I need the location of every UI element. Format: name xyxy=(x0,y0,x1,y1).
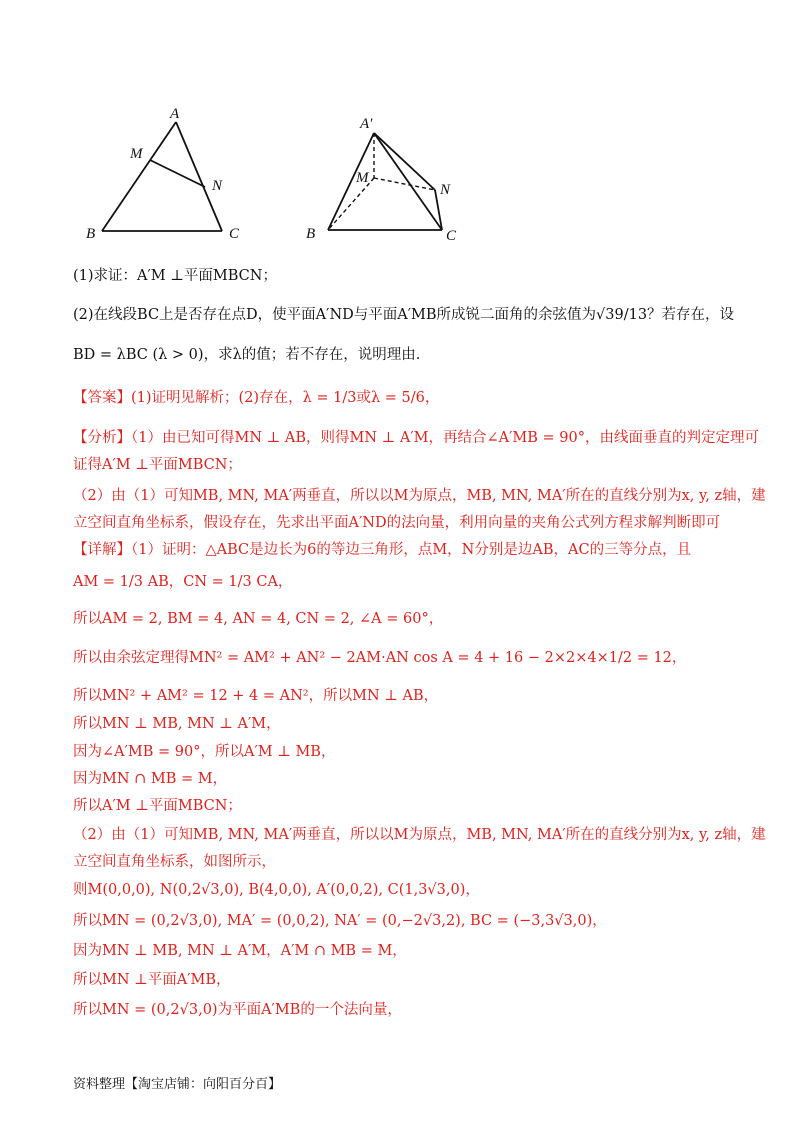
edge-m-n xyxy=(374,178,435,190)
label-m: M xyxy=(130,146,143,162)
detail-line-3: 所以AM = 2, BM = 4, AN = 4, CN = 2, ∠A = 60°， xyxy=(73,611,444,627)
detail-line-7: 因为∠A′MB = 90°，所以A′M ⊥ MB， xyxy=(73,744,336,760)
label-c: C xyxy=(229,226,240,242)
answer: 【答案】(1)证明见解析；(2)存在，λ = 1/3或λ = 5/6， xyxy=(73,390,440,406)
detail-line-15: 所以MN ⊥平面A′MB， xyxy=(73,972,231,988)
analysis-line-2: 证得A′M ⊥平面MBCN； xyxy=(73,457,242,473)
detail-line-2: AM = 1/3 AB，CN = 1/3 CA， xyxy=(73,574,293,590)
label-c: C xyxy=(446,228,457,244)
edge-ab xyxy=(102,122,176,231)
analysis-line-1: 【分析】（1）由已知可得MN ⊥ AB，则得MN ⊥ A′M，再结合∠A′MB = 90°，由线面垂直的判定定理可 xyxy=(73,430,759,446)
detail-line-13: 所以MN = (0,2√3,0), MA′ = (0,0,2), NA′ = (0,−2√3,2), BC = (−3,3√3,0)， xyxy=(73,913,607,929)
figure-pyramid xyxy=(300,108,470,248)
detail-line-4: 所以由余弦定理得MN² = AM² + AN² − 2AM·AN cos A = 4 + 16 − 2×2×4×1/2 = 12， xyxy=(73,650,687,666)
edge-mn xyxy=(150,160,205,187)
label-n: N xyxy=(440,182,451,198)
label-a-prime: A′ xyxy=(360,116,373,132)
figure-triangle xyxy=(80,100,250,245)
label-n: N xyxy=(212,178,223,194)
question-2-line-2: BD = λBC (λ > 0)，求λ的值；若不存在，说明理由. xyxy=(73,347,421,363)
question-2-line-1: (2)在线段BC上是否存在点D，使平面A′ND与平面A′MB所成锐二面角的余弦值为√39/13？若存在，设 xyxy=(73,307,735,323)
label-m: M xyxy=(356,170,369,186)
footer-note: 资料整理【淘宝店铺：向阳百分百】 xyxy=(73,1077,282,1092)
label-b: B xyxy=(306,226,316,242)
analysis-line-3: （2）由（1）可知MB, MN, MA′两垂直，所以以M为原点，MB, MN, MA′所在的直线分别为x, y, z轴，建 xyxy=(73,488,766,504)
question-1: (1)求证：A′M ⊥平面MBCN； xyxy=(73,268,277,284)
label-a: A xyxy=(170,106,180,122)
detail-line-8: 因为MN ∩ MB = M， xyxy=(73,771,228,787)
detail-line-11: 立空间直角坐标系，如图所示， xyxy=(73,854,276,870)
analysis-line-4: 立空间直角坐标系，假设存在，先求出平面A′ND的法向量，利用向量的夹角公式列方程求解判断即可 xyxy=(73,515,721,531)
detail-line-9: 所以A′M ⊥平面MBCN； xyxy=(73,798,242,814)
detail-line-10: （2）由（1）可知MB, MN, MA′两垂直，所以以M为原点，MB, MN, MA′所在的直线分别为x, y, z轴，建 xyxy=(73,827,766,843)
detail-line-16: 所以MN = (0,2√3,0)为平面A′MB的一个法向量， xyxy=(73,1002,402,1018)
detail-line-1: 【详解】（1）证明：△ABC是边长为6的等边三角形，点M，N分别是边AB，AC的三等分点，且 xyxy=(73,542,692,558)
label-b: B xyxy=(86,226,96,242)
detail-line-14: 因为MN ⊥ MB, MN ⊥ A′M，A′M ∩ MB = M， xyxy=(73,943,407,959)
edge-a-n xyxy=(374,133,435,190)
detail-line-6: 所以MN ⊥ MB, MN ⊥ A′M， xyxy=(73,716,281,732)
detail-line-5: 所以MN² + AM² = 12 + 4 = AN²，所以MN ⊥ AB， xyxy=(73,688,439,704)
edge-a-c xyxy=(374,133,442,230)
detail-line-12: 则M(0,0,0), N(0,2√3,0), B(4,0,0), A′(0,0,2), C(1,3√3,0)， xyxy=(73,882,480,898)
